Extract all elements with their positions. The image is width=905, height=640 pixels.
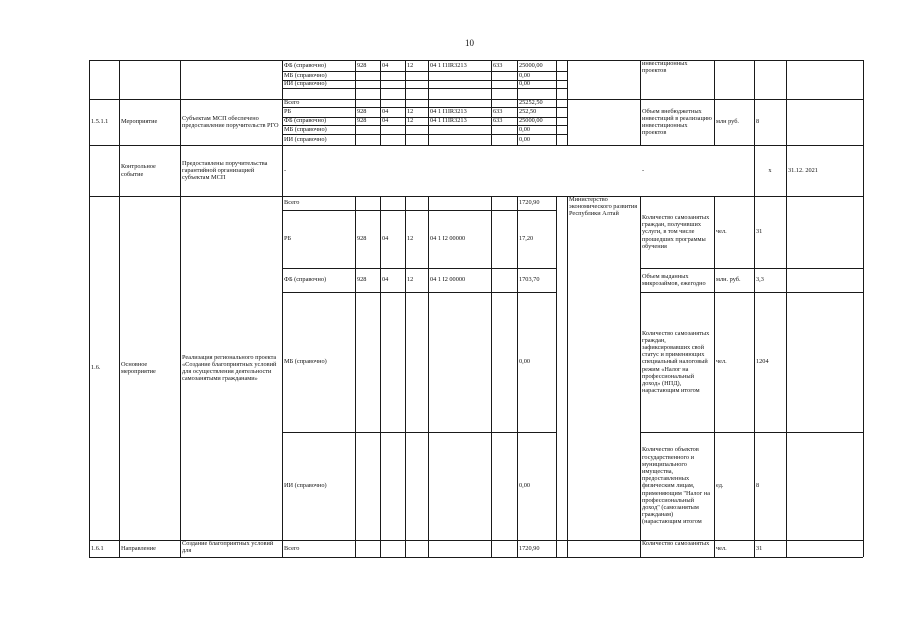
grid-line (180, 60, 181, 557)
grid-line (355, 60, 356, 145)
indicator-text: Количество объектов государственного и муниципального имущества, предоставленных физическим лицам, применяющим "Налог на профессиональный доход" (самозанятым гражданам) (нарастающим итогом (642, 446, 710, 526)
amount-cell (519, 125, 554, 134)
code-pr: 12 (407, 61, 414, 69)
indicator-text-cell (642, 540, 712, 557)
indicator-value-cell (756, 196, 784, 268)
amount-cell (519, 134, 554, 145)
code-pr-cell (407, 196, 426, 210)
code-pr: 12 (407, 108, 414, 116)
row-type-cell (121, 196, 178, 540)
indicator-text: Количество самозанятых граждан, зафиксировавших свой статус и применяющих специальный налоговый режим «Налог на профессиональный доход» (НПД), нарастающим итогом (642, 329, 710, 395)
funding-source: МБ (справочно) (284, 125, 327, 133)
indicator-text-cell (642, 60, 712, 99)
grid-line (714, 60, 715, 145)
table-bottom-border (89, 557, 863, 558)
table-right-border (863, 60, 864, 557)
indicator-text: Количество самозанятых (642, 540, 710, 547)
grid-line (556, 60, 557, 145)
grid-line (567, 196, 568, 557)
code-csr-cell (430, 292, 489, 432)
code-csr: 04 1 I2 00000 (430, 235, 466, 243)
amount-cell (519, 540, 554, 557)
amount-cell (519, 107, 554, 117)
code-vr-cell (493, 99, 515, 107)
indicator-value: 31 (756, 544, 763, 552)
indicator-value: 31 (756, 228, 763, 236)
code-csr-cell (430, 540, 489, 557)
funding-source-cell (284, 210, 353, 268)
mark-cell-cell (756, 145, 784, 196)
code-csr-cell (430, 210, 489, 268)
indicator-unit: ед. (716, 482, 724, 490)
funding-source-cell (284, 268, 353, 292)
code-rz-cell (382, 432, 403, 540)
funding-source-cell (284, 432, 353, 540)
code-vr-cell (493, 196, 515, 210)
indicator-unit-cell (716, 268, 752, 292)
amount: 25000,00 (519, 61, 543, 69)
code-gad-cell (357, 268, 378, 292)
code-pr-cell (407, 80, 426, 88)
funding-source-cell (284, 125, 353, 134)
code-gad-cell (357, 210, 378, 268)
amount: 25000,00 (519, 117, 543, 125)
code-gad-cell (357, 117, 378, 125)
code-csr-cell (430, 107, 489, 117)
funding-source: МБ (справочно) (284, 358, 327, 366)
funding-source-cell (284, 134, 353, 145)
funding-source-cell (284, 540, 353, 557)
indicator-text: Объем внебюджетных инвестиций в реализацию инвестиционных проектов (642, 107, 712, 137)
code-rz-cell (382, 60, 403, 71)
code-rz-cell (382, 292, 403, 432)
table-left-border (89, 60, 90, 557)
code-vr-cell (493, 268, 515, 292)
indicator-value-cell (756, 292, 784, 432)
row-name: Субъектам МСП обеспечено предоставление поручительств РГО (182, 114, 279, 129)
code-gad-cell (357, 80, 378, 88)
indicator-unit: чел. (716, 358, 727, 366)
indicator-value: 8 (756, 482, 760, 490)
funding-source-cell (284, 107, 353, 117)
code-gad-cell (357, 292, 378, 432)
row-type-cell (121, 99, 178, 145)
code-pr-cell (407, 134, 426, 145)
code-csr: 04 1 I1IR3213 (430, 117, 467, 125)
code-csr-cell (430, 71, 489, 80)
code-vr: 633 (493, 117, 503, 125)
indicator-text-cell (642, 196, 712, 268)
amount-cell (519, 71, 554, 80)
code-gad-cell (357, 432, 378, 540)
mark-cell: х (768, 166, 772, 174)
amount: 0,00 (519, 358, 531, 366)
code-vr-cell (493, 432, 515, 540)
code-gad: 928 (357, 117, 367, 125)
code-rz-cell (382, 80, 403, 88)
grid-line (282, 196, 283, 557)
code-rz-cell (382, 196, 403, 210)
program-table (89, 60, 864, 557)
code-csr-cell (430, 60, 489, 71)
code-csr-cell (430, 125, 489, 134)
grid-line (640, 60, 641, 145)
code-csr-cell (430, 99, 489, 107)
code-csr-cell (430, 80, 489, 88)
code-csr: 04 1 I1IR3213 (430, 108, 467, 116)
funding-source: Всего (284, 199, 300, 207)
amount: 0,00 (519, 125, 531, 133)
dash-cell: - (284, 166, 287, 174)
code-vr-cell (493, 210, 515, 268)
funding-source: Всего (284, 544, 300, 552)
grid-line (119, 60, 120, 557)
event-date-cell (788, 145, 861, 196)
code-csr-cell (430, 268, 489, 292)
code-pr-cell (407, 71, 426, 80)
row-number-cell (91, 99, 117, 145)
indicator-unit-cell (716, 432, 752, 540)
code-vr: 633 (493, 61, 503, 69)
amount: 0,00 (519, 80, 531, 88)
indicator-unit-cell (716, 196, 752, 268)
grid-line (380, 60, 381, 145)
indicator-unit-cell (716, 292, 752, 432)
grid-line (517, 196, 518, 557)
code-pr-cell (407, 60, 426, 71)
amount: 0,00 (519, 135, 531, 143)
row-name-cell (182, 99, 280, 145)
amount-cell (519, 432, 554, 540)
grid-line (754, 60, 755, 557)
code-gad-cell (357, 540, 378, 557)
amount: 252,50 (519, 108, 537, 116)
indicator-value: 3,3 (756, 276, 764, 284)
event-date: 31.12. 2021 (788, 166, 818, 174)
code-gad: 928 (357, 276, 367, 284)
code-vr-cell (493, 80, 515, 88)
grid-line (428, 60, 429, 145)
funding-source: РБ (284, 235, 292, 243)
amount-cell (519, 292, 554, 432)
code-rz: 04 (382, 108, 389, 116)
amount-cell (519, 80, 554, 88)
code-gad-cell (357, 134, 378, 145)
indicator-value-cell (756, 268, 784, 292)
amount: 17,20 (519, 235, 534, 243)
code-vr: 633 (493, 108, 503, 116)
funding-source-cell (284, 80, 353, 88)
funding-source: ФБ (справочно) (284, 276, 327, 284)
row-number: 1.6. (91, 364, 101, 372)
code-pr-cell (407, 268, 426, 292)
funding-source-cell (284, 99, 353, 107)
grid-line (428, 196, 429, 557)
code-gad: 928 (357, 108, 367, 116)
row-type: Основное мероприятие (121, 360, 156, 375)
code-csr: 04 1 I2 00000 (430, 276, 466, 284)
code-gad: 928 (357, 235, 367, 243)
dash-cell-cell (284, 145, 638, 196)
code-rz: 04 (382, 117, 389, 125)
grid-line (355, 196, 356, 557)
funding-source: ИИ (справочно) (284, 80, 327, 88)
code-csr: 04 1 I1IR3213 (430, 61, 467, 69)
code-rz: 04 (382, 61, 389, 69)
grid-line (405, 196, 406, 557)
code-rz: 04 (382, 235, 389, 243)
code-rz: 04 (382, 276, 389, 284)
code-pr-cell (407, 210, 426, 268)
code-vr-cell (493, 71, 515, 80)
indicator-text: Количество самозанятых граждан, получивших услуги, в том числе прошедших программы обучения (642, 213, 710, 250)
indicator-value-cell (756, 432, 784, 540)
code-vr-cell (493, 60, 515, 71)
dash-cell: - (642, 166, 645, 174)
sub-row-line (282, 88, 567, 89)
grid-line (640, 196, 641, 557)
indicator-text-cell (642, 268, 712, 292)
grid-line (567, 60, 568, 145)
grid-line (556, 196, 557, 557)
grid-line (517, 60, 518, 145)
funding-source: ФБ (справочно) (284, 61, 327, 69)
amount: 1720,90 (519, 199, 540, 207)
row-type-cell (121, 145, 178, 196)
row-name-cell (182, 145, 280, 196)
row-number-cell (91, 196, 117, 540)
indicator-value: 1204 (756, 358, 769, 366)
amount-cell (519, 210, 554, 268)
amount: 1720,90 (519, 544, 540, 552)
amount-cell (519, 99, 554, 107)
code-rz-cell (382, 107, 403, 117)
grid-line (282, 60, 283, 145)
amount: 25252,50 (519, 99, 543, 107)
amount-cell (519, 268, 554, 292)
code-pr-cell (407, 432, 426, 540)
row-type-cell (121, 540, 178, 557)
funding-source: МБ (справочно) (284, 71, 327, 79)
page-number: 10 (465, 38, 474, 48)
funding-source-cell (284, 60, 353, 71)
grid-line (491, 60, 492, 145)
indicator-text-cell (642, 99, 712, 145)
code-pr-cell (407, 107, 426, 117)
code-rz-cell (382, 540, 403, 557)
grid-line (282, 145, 283, 196)
funding-source: ФБ (справочно) (284, 117, 327, 125)
funding-source-cell (284, 196, 353, 210)
row-name: Предоставлены поручительства гарантийной организацией субъектам МСП (182, 159, 268, 182)
code-csr-cell (430, 432, 489, 540)
code-rz-cell (382, 125, 403, 134)
executor: Министерство экономического развития Республики Алтай (569, 196, 638, 218)
executor-cell (569, 196, 638, 232)
code-rz-cell (382, 268, 403, 292)
amount: 0,00 (519, 71, 531, 79)
row-name-cell (182, 540, 280, 557)
indicator-text-cell (642, 432, 712, 540)
row-type: Направление (121, 544, 156, 552)
code-vr-cell (493, 540, 515, 557)
row-type: Мероприятие (121, 118, 158, 126)
code-pr: 12 (407, 276, 414, 284)
dash-cell-cell (642, 145, 752, 196)
indicator-unit: млн руб. (716, 118, 739, 126)
code-gad-cell (357, 60, 378, 71)
code-gad-cell (357, 125, 378, 134)
indicator-text-cell (642, 292, 712, 432)
code-vr-cell (493, 125, 515, 134)
code-csr-cell (430, 196, 489, 210)
code-pr-cell (407, 99, 426, 107)
grid-line (405, 60, 406, 145)
code-pr-cell (407, 292, 426, 432)
indicator-text: Объем выданных микрозаймов, ежегодно (642, 272, 706, 287)
indicator-value-cell (756, 540, 784, 557)
row-number-cell (91, 540, 117, 557)
amount-cell (519, 196, 554, 210)
indicator-unit: млн. руб. (716, 276, 741, 284)
amount: 0,00 (519, 482, 531, 490)
indicator-value-cell (756, 99, 784, 145)
code-gad-cell (357, 196, 378, 210)
indicator-unit: чел. (716, 228, 727, 236)
code-rz-cell (382, 134, 403, 145)
funding-source-cell (284, 292, 353, 432)
code-vr-cell (493, 117, 515, 125)
row-number: 1.6.1 (91, 544, 104, 552)
code-csr-cell (430, 134, 489, 145)
code-pr-cell (407, 540, 426, 557)
row-name: Реализация регионального проекта «Создание благоприятных условий для осуществления деятельности самозанятыми гражданами» (182, 353, 277, 383)
code-rz-cell (382, 210, 403, 268)
grid-line (786, 60, 787, 557)
code-gad-cell (357, 71, 378, 80)
code-pr-cell (407, 125, 426, 134)
code-rz-cell (382, 99, 403, 107)
amount-cell (519, 60, 554, 71)
code-csr-cell (430, 117, 489, 125)
grid-line (491, 196, 492, 557)
code-vr-cell (493, 107, 515, 117)
funding-source: ИИ (справочно) (284, 135, 327, 143)
row-name: Создание благоприятных условий для (182, 540, 274, 555)
indicator-text: инвестиционных проектов (642, 60, 688, 75)
code-rz-cell (382, 71, 403, 80)
code-pr-cell (407, 117, 426, 125)
funding-source: Всего (284, 99, 300, 107)
grid-line (714, 196, 715, 557)
code-pr: 12 (407, 117, 414, 125)
code-pr: 12 (407, 235, 414, 243)
row-number: 1.5.1.1 (91, 118, 109, 126)
funding-source-cell (284, 117, 353, 125)
row-type: Контрольное событие (121, 163, 156, 178)
amount: 1703,70 (519, 276, 540, 284)
grid-line (380, 196, 381, 557)
code-vr-cell (493, 134, 515, 145)
funding-source-cell (284, 71, 353, 80)
funding-source: РБ (284, 108, 292, 116)
indicator-unit-cell (716, 540, 752, 557)
code-gad: 928 (357, 61, 367, 69)
code-rz-cell (382, 117, 403, 125)
code-gad-cell (357, 99, 378, 107)
indicator-value: 8 (756, 118, 760, 126)
indicator-unit-cell (716, 99, 752, 145)
funding-source: ИИ (справочно) (284, 482, 327, 490)
code-vr-cell (493, 292, 515, 432)
indicator-unit: чел. (716, 544, 727, 552)
row-name-cell (182, 196, 280, 540)
amount-cell (519, 117, 554, 125)
code-gad-cell (357, 107, 378, 117)
